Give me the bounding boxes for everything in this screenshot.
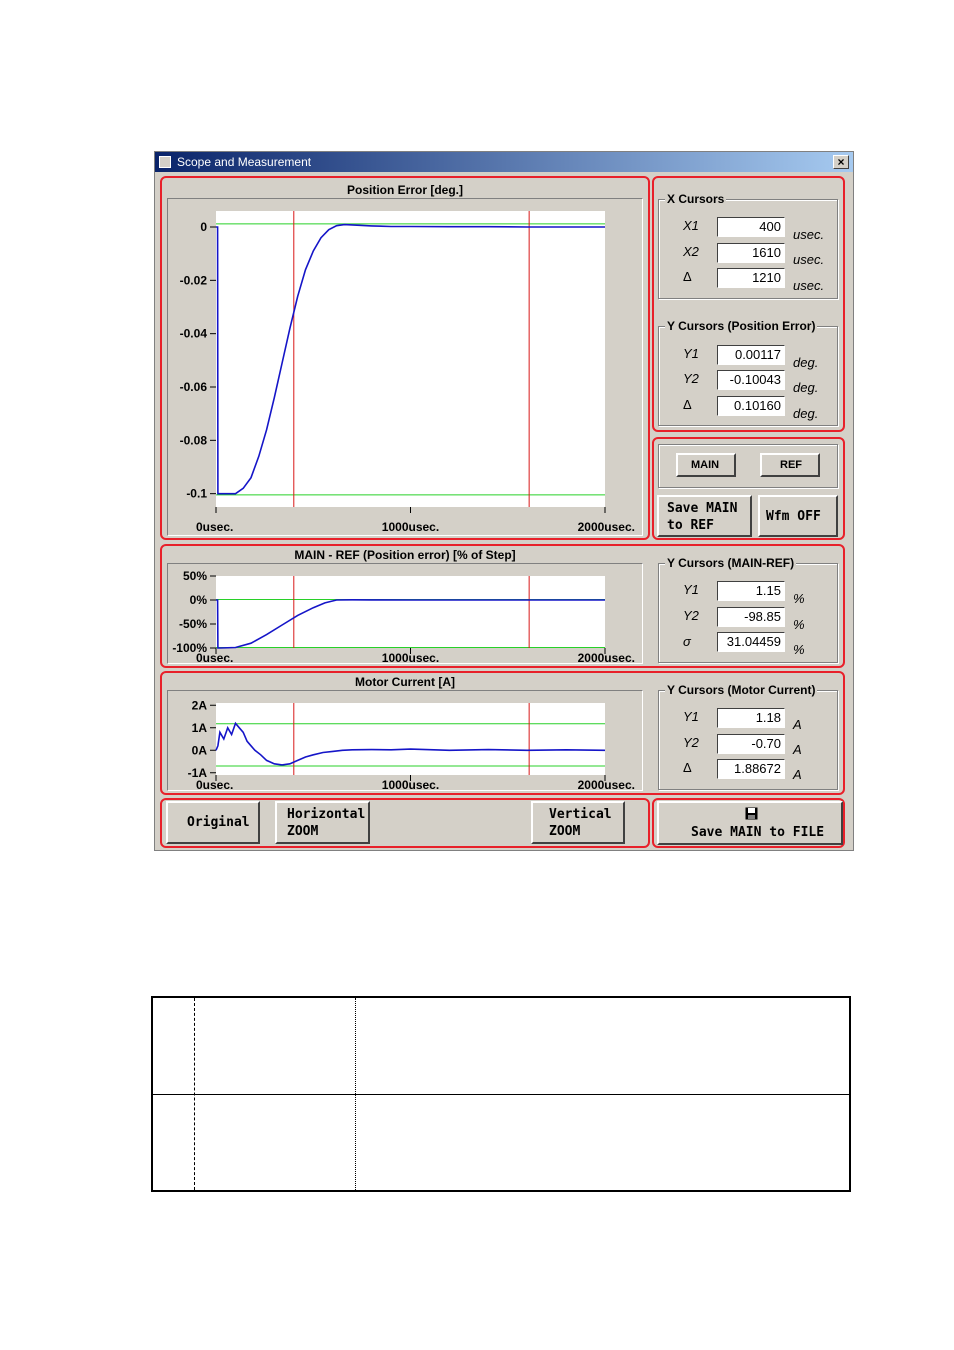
y-tick-label: -0.08 bbox=[179, 433, 207, 448]
position-error-chart[interactable] bbox=[168, 199, 644, 537]
ycur-y1-field[interactable]: 1.18 bbox=[717, 708, 785, 728]
x-tick-label: 1000usec. bbox=[381, 778, 440, 792]
original-button[interactable] bbox=[166, 801, 260, 844]
empty-table bbox=[151, 996, 851, 1192]
wfm-off-label: Wfm OFF bbox=[766, 509, 821, 524]
mainref-chart[interactable] bbox=[168, 564, 644, 665]
y-tick-label: 0 bbox=[200, 220, 207, 234]
y-tick-label: -0.02 bbox=[179, 273, 207, 288]
position-plot-frame bbox=[167, 198, 643, 536]
y-tick-label: 2A bbox=[191, 698, 207, 713]
ymr-y2-field[interactable]: -98.85 bbox=[717, 607, 785, 627]
ypos-delta-label: Δ bbox=[683, 397, 692, 412]
ypos-y1-field[interactable]: 0.00117 bbox=[717, 345, 785, 365]
ypos-y1-label: Y1 bbox=[683, 346, 699, 361]
plot-area bbox=[216, 576, 605, 648]
floppy-disk-icon bbox=[745, 807, 758, 820]
ycur-y1-label: Y1 bbox=[683, 709, 699, 724]
plot-area bbox=[216, 211, 605, 507]
main-button-label: MAIN bbox=[691, 459, 720, 471]
ypos-delta-field[interactable]: 0.10160 bbox=[717, 396, 785, 416]
y-tick-label: 1A bbox=[191, 720, 207, 735]
x2-unit: usec. bbox=[793, 252, 825, 267]
ymr-sigma-field[interactable]: 31.04459 bbox=[717, 632, 785, 652]
y-tick-label: -1A bbox=[187, 765, 207, 780]
save-main-ref-line2: to REF bbox=[667, 518, 714, 533]
x-tick-label: 2000usec. bbox=[577, 520, 635, 534]
horizontal-zoom-button[interactable] bbox=[275, 801, 370, 844]
close-button[interactable]: × bbox=[833, 155, 849, 169]
save-file-label: Save MAIN to FILE bbox=[691, 825, 825, 840]
save-main-to-file-button[interactable] bbox=[657, 801, 843, 845]
ymr-sigma-label: σ bbox=[683, 634, 691, 649]
y-cursors-mainref-title: Y Cursors (MAIN-REF) bbox=[667, 556, 795, 570]
current-plot-frame bbox=[167, 690, 643, 791]
table-column-divider-1 bbox=[194, 998, 195, 1190]
table-column-divider-2 bbox=[355, 998, 356, 1190]
save-main-ref-line1: Save MAIN bbox=[667, 501, 738, 516]
ymr-y1-unit: % bbox=[793, 591, 805, 606]
ypos-y2-field[interactable]: -0.10043 bbox=[717, 370, 785, 390]
window-title: Scope and Measurement bbox=[177, 155, 312, 169]
scope-window bbox=[154, 151, 854, 851]
ymr-y2-unit: % bbox=[793, 617, 805, 632]
x2-label: X2 bbox=[683, 244, 699, 259]
vzoom-line1: Vertical bbox=[549, 807, 612, 822]
ycur-y2-field[interactable]: -0.70 bbox=[717, 734, 785, 754]
ymr-y2-label: Y2 bbox=[683, 608, 699, 623]
ref-button-label: REF bbox=[780, 459, 802, 471]
mainref-plot-title: MAIN - REF (Position error) [% of Step] bbox=[294, 548, 516, 562]
x1-unit: usec. bbox=[793, 227, 825, 242]
x-tick-label: 1000usec. bbox=[381, 520, 440, 534]
motor-current-chart[interactable] bbox=[168, 691, 644, 792]
ycur-y1-unit: A bbox=[793, 717, 802, 732]
ycur-delta-label: Δ bbox=[683, 760, 692, 775]
original-label: Original bbox=[187, 815, 250, 830]
vzoom-line2: ZOOM bbox=[549, 824, 581, 839]
ycur-delta-field[interactable]: 1.88672 bbox=[717, 759, 785, 779]
mainref-plot-frame bbox=[167, 563, 643, 664]
y-cursors-position-group bbox=[658, 319, 838, 426]
y-tick-label: -0.04 bbox=[179, 326, 207, 341]
y-cursors-current-group bbox=[658, 683, 838, 790]
y-tick-label: -0.06 bbox=[179, 380, 207, 394]
y-cursors-mainref-group bbox=[658, 556, 838, 663]
x-tick-label: 2000usec. bbox=[577, 778, 635, 792]
vertical-zoom-button[interactable] bbox=[531, 801, 625, 844]
x-tick-label: 0usec. bbox=[196, 778, 234, 792]
xdelta-label: Δ bbox=[683, 269, 692, 284]
y-cursors-position-title: Y Cursors (Position Error) bbox=[667, 319, 816, 333]
x-tick-label: 2000usec. bbox=[577, 651, 635, 665]
app-icon bbox=[159, 156, 171, 168]
ycur-y2-unit: A bbox=[793, 742, 802, 757]
y-tick-label: 50% bbox=[182, 569, 207, 583]
hzoom-line2: ZOOM bbox=[287, 824, 319, 839]
y-cursors-current-title: Y Cursors (Motor Current) bbox=[667, 683, 816, 697]
y-tick-label: 0% bbox=[189, 593, 207, 607]
x-cursors-title: X Cursors bbox=[667, 192, 725, 206]
x-tick-label: 0usec. bbox=[196, 520, 234, 534]
y-tick-label: -100% bbox=[172, 641, 207, 655]
ymr-y1-field[interactable]: 1.15 bbox=[717, 581, 785, 601]
ypos-delta-unit: deg. bbox=[793, 406, 819, 421]
x1-field[interactable]: 400 bbox=[717, 217, 785, 237]
x2-field[interactable]: 1610 bbox=[717, 243, 785, 263]
table-row-divider bbox=[153, 1094, 849, 1095]
ref-button[interactable] bbox=[760, 453, 820, 477]
position-plot-title: Position Error [deg.] bbox=[346, 183, 463, 197]
ycur-y2-label: Y2 bbox=[683, 735, 699, 750]
xdelta-field[interactable]: 1210 bbox=[717, 268, 785, 288]
current-plot-title: Motor Current [A] bbox=[355, 675, 455, 689]
x-cursors-group bbox=[658, 192, 838, 299]
x-tick-label: 0usec. bbox=[196, 651, 234, 665]
main-ref-group bbox=[658, 444, 838, 488]
title-bar[interactable] bbox=[155, 152, 853, 172]
y-tick-label: -50% bbox=[178, 617, 207, 631]
x-tick-label: 1000usec. bbox=[381, 651, 440, 665]
main-button[interactable] bbox=[676, 453, 736, 477]
x1-label: X1 bbox=[683, 218, 699, 233]
ypos-y1-unit: deg. bbox=[793, 355, 819, 370]
y-tick-label: -0.1 bbox=[186, 486, 207, 501]
ycur-delta-unit: A bbox=[793, 767, 802, 782]
ymr-sigma-unit: % bbox=[793, 642, 805, 657]
ypos-y2-unit: deg. bbox=[793, 380, 819, 395]
ymr-y1-label: Y1 bbox=[683, 582, 699, 597]
save-main-to-ref-button[interactable] bbox=[657, 495, 752, 537]
y-tick-label: 0A bbox=[191, 743, 207, 758]
xdelta-unit: usec. bbox=[793, 278, 825, 293]
wfm-off-button[interactable] bbox=[758, 495, 838, 537]
ypos-y2-label: Y2 bbox=[683, 371, 699, 386]
hzoom-line1: Horizontal bbox=[287, 807, 366, 822]
